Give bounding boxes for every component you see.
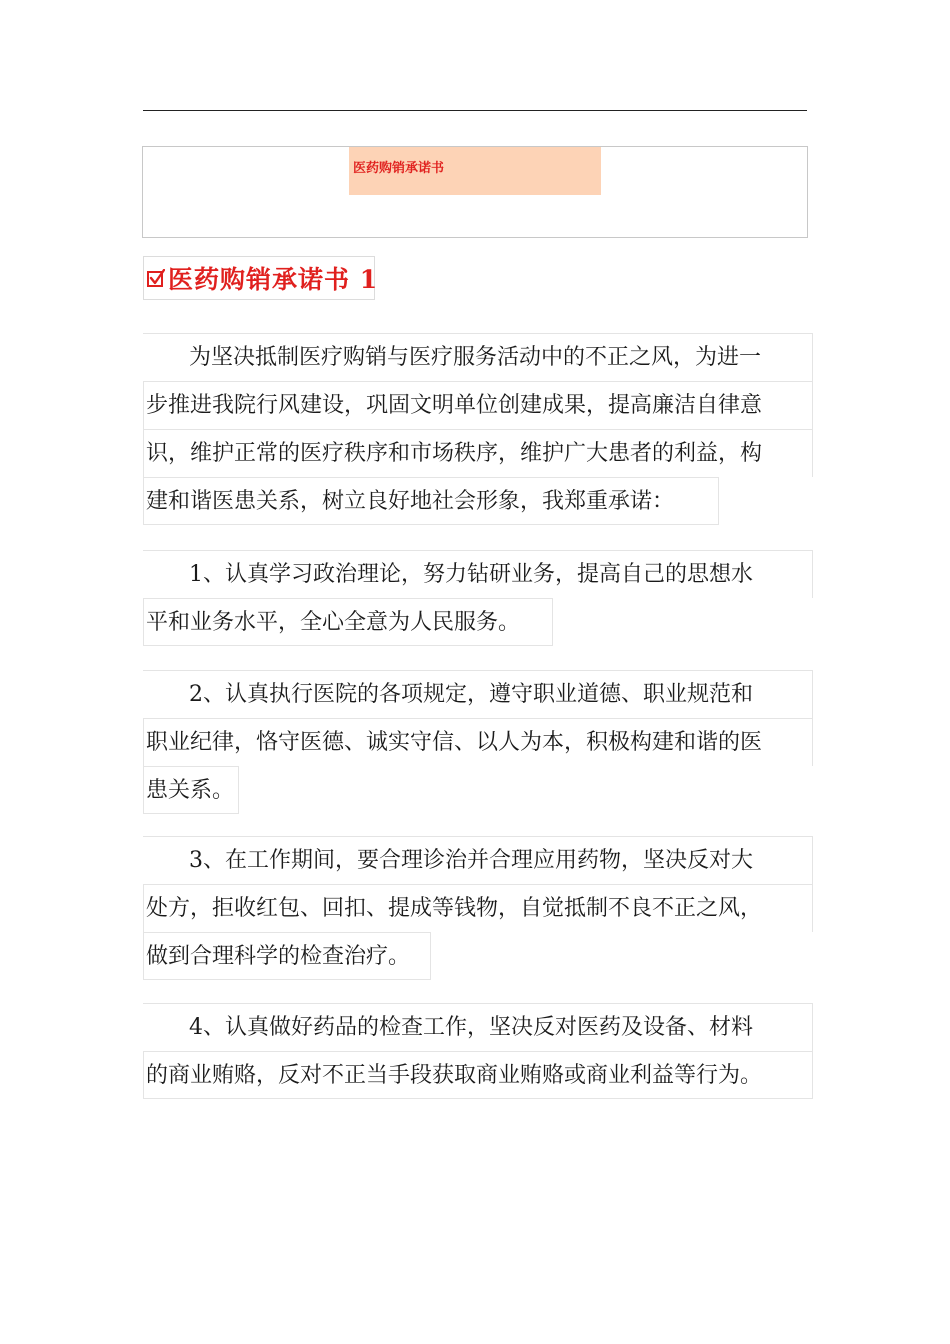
text-line: 患关系。	[143, 766, 239, 814]
text-line: 建和谐医患关系，树立良好地社会形象，我郑重承诺：	[143, 477, 719, 525]
text-line: 的商业贿赂，反对不正当手段获取商业贿赂或商业利益等行为。	[143, 1051, 813, 1099]
section-heading	[143, 256, 379, 300]
heading-text: 医药购销承诺书 1	[168, 265, 379, 294]
text-line: 3、在工作期间，要合理诊治并合理应用药物，坚决反对大	[143, 836, 813, 884]
text-line: 步推进我院行风建设，巩固文明单位创建成果，提高廉洁自律意	[143, 381, 813, 429]
text-line: 职业纪律，恪守医德、诚实守信、以人为本，积极构建和谐的医	[143, 718, 813, 766]
text-line: 为坚决抵制医疗购销与医疗服务活动中的不正之风，为进一	[143, 333, 813, 381]
banner-tag	[349, 147, 601, 195]
paragraph-item-3	[143, 836, 813, 980]
text-line: 做到合理科学的检查治疗。	[143, 932, 431, 980]
checkbox-checked-icon	[147, 269, 165, 287]
paragraph-intro	[143, 333, 813, 525]
paragraph-item-4	[143, 1003, 813, 1099]
text-line: 4、认真做好药品的检查工作，坚决反对医药及设备、材料	[143, 1003, 813, 1051]
banner-title: 医药购销承诺书	[353, 161, 445, 176]
text-line: 处方，拒收红包、回扣、提成等钱物，自觉抵制不良不正之风，	[143, 884, 813, 932]
text-line: 1、认真学习政治理论，努力钻研业务，提高自己的思想水	[143, 550, 813, 598]
paragraph-item-1	[143, 550, 813, 646]
banner-box	[142, 146, 808, 238]
top-divider	[143, 110, 807, 111]
text-line: 2、认真执行医院的各项规定，遵守职业道德、职业规范和	[143, 670, 813, 718]
text-line: 识，维护正常的医疗秩序和市场秩序，维护广大患者的利益，构	[143, 429, 813, 477]
text-line: 平和业务水平，全心全意为人民服务。	[143, 598, 553, 646]
paragraph-item-2	[143, 670, 813, 814]
